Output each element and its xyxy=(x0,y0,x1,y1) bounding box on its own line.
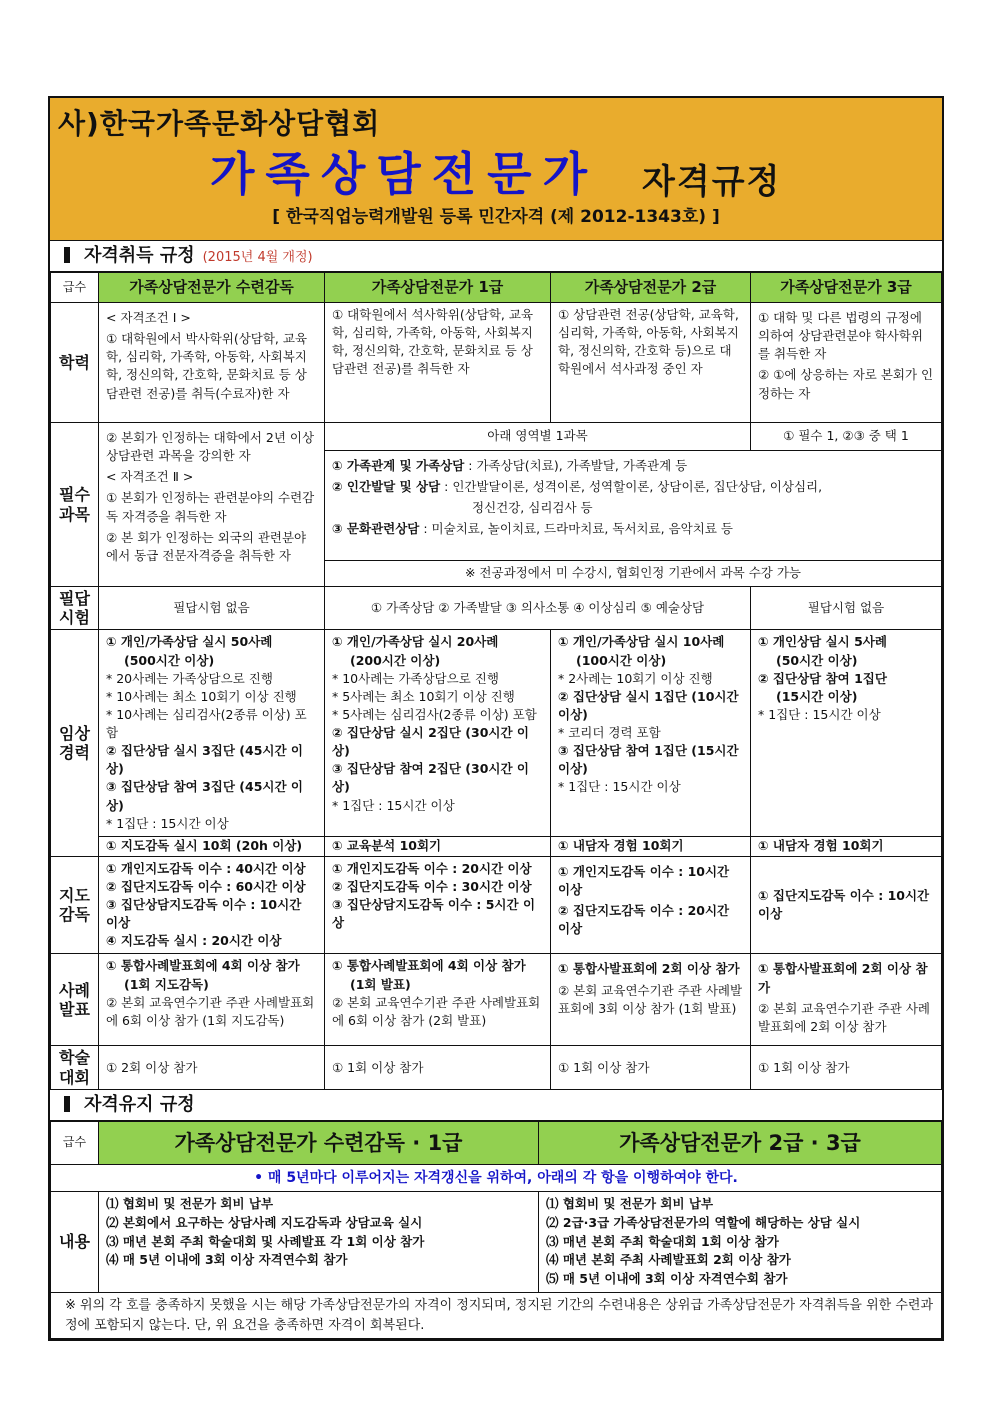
maintenance-col-lower: 가족상담전문가 2급 · 3급 xyxy=(539,1121,942,1164)
document-subtitle: 자격규정 xyxy=(642,162,782,202)
required-label: 필수과목 xyxy=(51,423,99,587)
clinical-sub-supervisor: ① 지도감독 실시 10회 (20h 이상) xyxy=(99,836,325,856)
maintenance-header-row xyxy=(51,1121,942,1164)
clinical-grade3: ① 개인상담 실시 5사례 (50시간 이상) ② 집단상담 참여 1집단 (15시간 이상) * 1집단 : 15시간 이상 xyxy=(751,630,942,836)
supervision-label: 지도감독 xyxy=(51,856,99,954)
maintenance-note-row xyxy=(51,1164,942,1191)
grade-1: 가족상담전문가 1급 xyxy=(325,273,551,303)
education-grade2: ① 상담관련 전공(상담학, 교육학, 심리학, 가족학, 아동학, 사회복지학, 정신의학, 간호학 등)으로 대학원에서 석사과정 중인 자 xyxy=(551,303,751,423)
exam-label: 필답시험 xyxy=(51,587,99,630)
clinical-grade2: ① 개인/가족상담 실시 10사례 (100시간 이상) * 2사례는 10회기 이상 진행 ② 집단상담 실시 1집단 (10시간 이상) * 코리더 경력 포함 ③ 집단상담 참여 1집단 (15시간 이상) * 1집단 : 15시간 이상 xyxy=(551,630,751,836)
education-grade1: ① 대학원에서 석사학위(상담학, 교육학, 심리학, 가족학, 아동학, 사회복지학, 정신의학, 간호학, 문화치료 등 상담관련 전공)를 취득한 자 xyxy=(325,303,551,423)
maintenance-footnote: ※ 위의 각 호를 충족하지 못했을 시는 해당 가족상담전문가의 자격이 정지되며, 정지된 기간의 수련내용은 상위급 가족상담전문가 자격취득을 위한 수련과정에 포함되지 않는다. 단, 위 요건을 충족하면 자격이 회복된다. xyxy=(51,1292,942,1338)
exam-grade3: 필답시험 없음 xyxy=(751,587,942,630)
case-row xyxy=(51,954,942,1046)
case-grade2: ① 통합사발표회에 2회 이상 참가 ② 본회 교육연수기관 주관 사례발표회에 3회 이상 참가 (1회 발표) xyxy=(551,954,751,1046)
clinical-row xyxy=(51,630,942,836)
section-marker xyxy=(64,1096,70,1112)
supervision-grade2: ① 개인지도감독 이수 : 10시간 이상 ② 집단지도감독 이수 : 20시간 이상 xyxy=(551,856,751,954)
maintenance-upper-items: ⑴ 협회비 및 전문가 회비 납부 ⑵ 본회에서 요구하는 상담사례 지도감독과 상담교육 실시 ⑶ 매년 본회 주최 학술대회 및 사례발표 각 1회 이상 참가 ⑷ 매 5년 이내에 3회 이상 자격연수회 참가 xyxy=(99,1192,539,1293)
education-supervisor: < 자격조건 I > ① 대학원에서 박사학위(상담학, 교육학, 심리학, 가족학, 아동학, 사회복지학, 정신의학, 간호학, 문화치료 등 상담관련 전공)를 취득(수료자)한 자 xyxy=(99,303,325,423)
case-supervisor: ① 통합사례발표회에 4회 이상 참가 (1회 지도감독) ② 본회 교육연수기관 주관 사례발표회에 6회 이상 참가 (1회 지도감독) xyxy=(99,954,325,1046)
maintenance-content-label: 내용 xyxy=(51,1192,99,1293)
acquisition-table xyxy=(50,272,942,1090)
required-subjects: ① 가족관계 및 가족상담 : 가족상담(치료), 가족발달, 가족관계 등 ② 인간발달 및 상담 : 인간발달이론, 성격이론, 성역할이론, 상담이론, 집단상담, 이상심리, 정신건강, 심리검사 등 ③ 문화관련상담 : 미술치료, 놀이치료, 드라마치료, 독서치료, 음악치료 등 xyxy=(325,451,942,561)
clinical-sub-grade1: ① 교육분석 10회기 xyxy=(325,836,551,856)
case-grade3: ① 통합사발표회에 2회 이상 참가 ② 본회 교육연수기관 주관 사례발표회에 2회 이상 참가 xyxy=(751,954,942,1046)
exam-subjects: ① 가족상담 ② 가족발달 ③ 의사소통 ④ 이상심리 ⑤ 예술상담 xyxy=(325,587,751,630)
case-grade1: ① 통합사례발표회에 4회 이상 참가 (1회 발표) ② 본회 교육연수기관 주관 사례발표회에 6회 이상 참가 (2회 발표) xyxy=(325,954,551,1046)
maintenance-grade-label: 급수 xyxy=(51,1121,99,1164)
document-title: 가족상담전문가 xyxy=(210,147,599,201)
education-label: 학력 xyxy=(51,303,99,423)
conference-supervisor: ① 2회 이상 참가 xyxy=(99,1046,325,1089)
maintenance-col-upper: 가족상담전문가 수련감독 · 1급 xyxy=(99,1121,539,1164)
section-acquisition-title: 자격취득 규정 (2015년 4월 개정) xyxy=(50,241,942,272)
clinical-supervisor: ① 개인/가족상담 실시 50사례 (500시간 이상) * 20사례는 가족상담으로 진행 * 10사례는 최소 10회기 이상 진행 * 10사례는 심리검사(2종류 이상) 포함 ② 집단상담 실시 3집단 (45시간 이상) ③ 집단상담 참여 3집단 (45시간 이상) * 1집단 : 15시간 이상 xyxy=(99,630,325,836)
required-area-header: 아래 영역별 1과목 xyxy=(325,423,751,451)
organization-name: 사)한국가족문화상담협회 xyxy=(58,107,381,140)
conference-grade1: ① 1회 이상 참가 xyxy=(325,1046,551,1089)
education-grade3: ① 대학 및 다른 법령의 규정에 의하여 상담관련분야 학사학위를 취득한 자 ② ①에 상응하는 자로 본회가 인정하는 자 xyxy=(751,303,942,423)
clinical-sub-row xyxy=(51,836,942,856)
supervision-row xyxy=(51,856,942,954)
required-supervisor: ② 본회가 인정하는 대학에서 2년 이상 상담관련 과목을 강의한 자 < 자격조건 Ⅱ > ① 본회가 인정하는 관련분야의 수련감독 자격증을 취득한 자 ② 본 회가 인정하는 외국의 관련분야에서 동급 전문자격증을 취득한 자 xyxy=(99,423,325,587)
supervision-grade3: ① 집단지도감독 이수 : 10시간 이상 xyxy=(751,856,942,954)
conference-row xyxy=(51,1046,942,1089)
registration-number: [ 한국직업능력개발원 등록 민간자격 (제 2012-1343호) ] xyxy=(272,207,720,227)
clinical-sub-grade2: ① 내담자 경험 10회기 xyxy=(551,836,751,856)
supervision-grade1: ① 개인지도감독 이수 : 20시간 이상 ② 집단지도감독 이수 : 30시간 이상 ③ 집단상담지도감독 이수 : 5시간 이상 xyxy=(325,856,551,954)
grade-2: 가족상담전문가 2급 xyxy=(551,273,751,303)
grade-3: 가족상담전문가 3급 xyxy=(751,273,942,303)
exam-supervisor: 필답시험 없음 xyxy=(99,587,325,630)
maintenance-content-row xyxy=(51,1192,942,1293)
exam-row xyxy=(51,587,942,630)
clinical-label: 임상경력 xyxy=(51,630,99,856)
supervision-supervisor: ① 개인지도감독 이수 : 40시간 이상 ② 집단지도감독 이수 : 60시간 이상 ③ 집단상담지도감독 이수 : 10시간 이상 ④ 지도감독 실시 : 20시간 이상 xyxy=(99,856,325,954)
conference-label: 학술대회 xyxy=(51,1046,99,1089)
education-row xyxy=(51,303,942,423)
header-banner xyxy=(50,98,942,241)
case-label: 사례발표 xyxy=(51,954,99,1046)
conference-grade2: ① 1회 이상 참가 xyxy=(551,1046,751,1089)
conference-grade3: ① 1회 이상 참가 xyxy=(751,1046,942,1089)
section-maintenance-title: 자격유지 규정 xyxy=(50,1090,942,1121)
grade-label: 급수 xyxy=(51,273,99,303)
regulation-document xyxy=(48,96,944,1341)
maintenance-table xyxy=(50,1121,942,1339)
required-row-header xyxy=(51,423,942,451)
maintenance-note: • 매 5년마다 이루어지는 자격갱신을 위하여, 아래의 각 항을 이행하여야 한다. xyxy=(51,1164,942,1191)
grade-header-row xyxy=(51,273,942,303)
required-note: ※ 전공과정에서 미 수강시, 협회인정 기관에서 과목 수강 가능 xyxy=(325,561,942,587)
maintenance-lower-items: ⑴ 협회비 및 전문가 회비 납부 ⑵ 2급·3급 가족상담전문가의 역할에 해당하는 상담 실시 ⑶ 매년 본회 주최 학술대회 1회 이상 참가 ⑷ 매년 본회 주최 사례발표회 2회 이상 참가 ⑸ 매 5년 이내에 3회 이상 자격연수회 참가 xyxy=(539,1192,942,1293)
section-marker xyxy=(64,247,70,263)
revision-note: (2015년 4월 개정) xyxy=(202,250,313,265)
clinical-sub-grade3: ① 내담자 경험 10회기 xyxy=(751,836,942,856)
maintenance-footnote-row xyxy=(51,1292,942,1338)
required-choice: ① 필수 1, ②③ 중 택 1 xyxy=(751,423,942,451)
grade-supervisor: 가족상담전문가 수련감독 xyxy=(99,273,325,303)
clinical-grade1: ① 개인/가족상담 실시 20사례 (200시간 이상) * 10사례는 가족상담으로 진행 * 5사례는 최소 10회기 이상 진행 * 5사례는 심리검사(2종류 이상) 포함 ② 집단상담 실시 2집단 (30시간 이상) ③ 집단상담 참여 2집단 (30시간 이상) * 1집단 : 15시간 이상 xyxy=(325,630,551,836)
